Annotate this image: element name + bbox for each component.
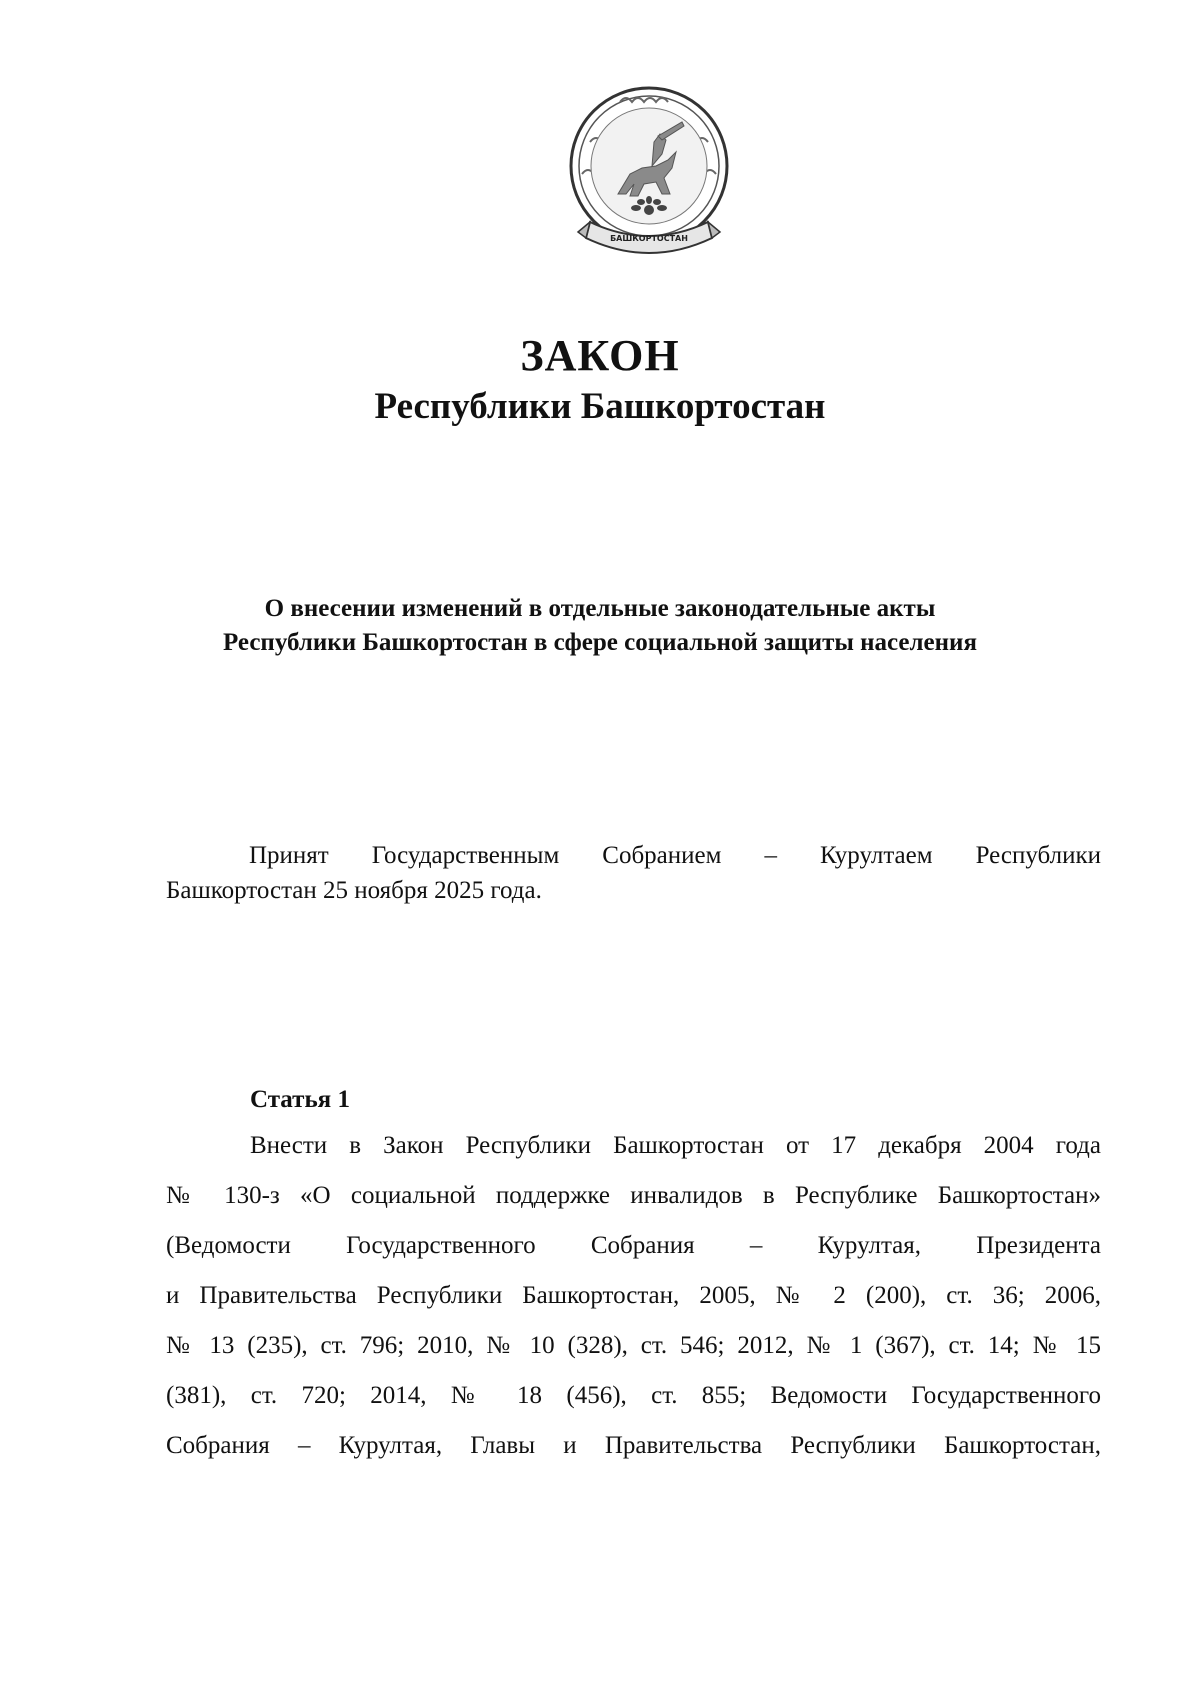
- article-1-body: [166, 1128, 1101, 1478]
- document-subtitle: Республики Башкортостан: [374, 386, 826, 427]
- adoption-line-1: Принят Государственным Собранием – Курултаем Республики: [249, 842, 1101, 869]
- emblem-ribbon-text: БАШКОРТОСТАН: [610, 234, 688, 243]
- law-name-line-1: О внесении изменений в отдельные законодательные акты: [264, 595, 936, 622]
- article-1-line: № 13 (235), ст. 796; 2010, № 10 (328), ст. 546; 2012, № 1 (367), ст. 14; № 15: [166, 1332, 1101, 1359]
- law-name-line-2: Республики Башкортостан в сфере социальной защиты населения: [222, 629, 977, 656]
- article-1-line: и Правительства Республики Башкортостан, 2005, № 2 (200), ст. 36; 2006,: [166, 1282, 1101, 1309]
- adoption-line-2: Башкортостан 25 ноября 2025 года.: [166, 877, 542, 904]
- coat-of-arms-bashkortostan-icon: [560, 82, 738, 272]
- article-1-heading: Статья 1: [250, 1086, 350, 1113]
- article-1-line: (381), ст. 720; 2014, № 18 (456), ст. 855; Ведомости Государственного: [166, 1382, 1101, 1409]
- article-1-line: № 130-з «О социальной поддержке инвалидов в Республике Башкортостан»: [166, 1182, 1101, 1209]
- adoption-statement: [166, 838, 1101, 908]
- article-1-line: Собрания – Курултая, Главы и Правительства Республики Башкортостан,: [166, 1432, 1101, 1459]
- article-1-line: (Ведомости Государственного Собрания – Курултая, Президента: [166, 1232, 1101, 1259]
- document-title: ЗАКОН: [520, 331, 680, 380]
- article-1-line: Внести в Закон Республики Башкортостан от 17 декабря 2004 года: [250, 1132, 1101, 1159]
